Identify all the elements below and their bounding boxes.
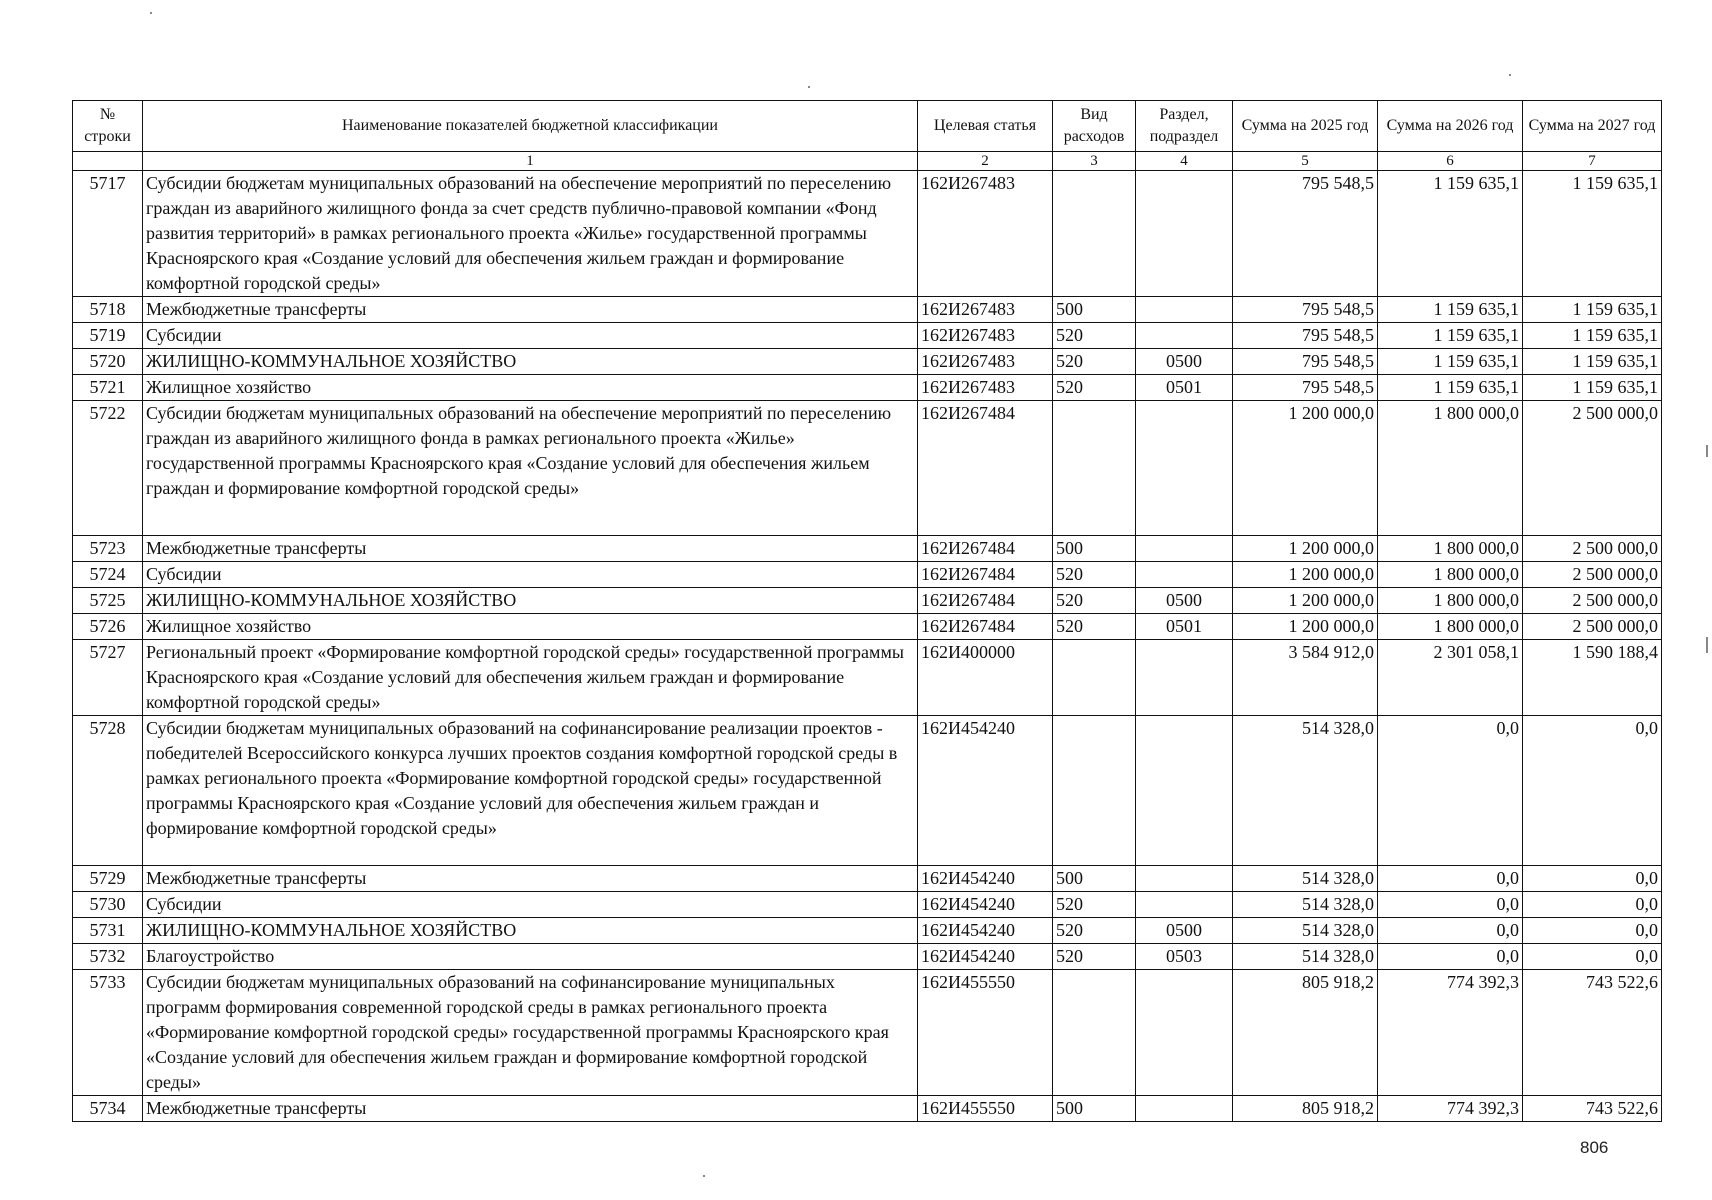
table-row	[73, 349, 1662, 375]
row-sum-2025: 1 200 000,0	[1233, 562, 1378, 588]
row-target-code: 162И267484	[918, 401, 1053, 536]
column-number-row	[73, 152, 1662, 171]
table-row	[73, 401, 1662, 536]
row-sum-2025: 1 200 000,0	[1233, 614, 1378, 640]
row-name: Субсидии бюджетам муниципальных образований на софинансирование реализации проектов - победителей Всероссийского конкурса лучших проектов создания комфортной городской среды в рамках регионального проекта «Формирование комфортной городской среды» государственной программы Красноярского края «Создание условий для обеспечения жильем граждан и формирование комфортной городской среды»	[143, 716, 918, 866]
row-section: 0500	[1136, 349, 1233, 375]
table-row	[73, 171, 1662, 297]
row-sum-2027: 0,0	[1523, 918, 1662, 944]
row-number: 5718	[73, 297, 143, 323]
row-expense-kind: 500	[1053, 536, 1136, 562]
row-sum-2027: 2 500 000,0	[1523, 562, 1662, 588]
row-sum-2025: 795 548,5	[1233, 375, 1378, 401]
row-target-code: 162И267483	[918, 323, 1053, 349]
row-sum-2025: 805 918,2	[1233, 970, 1378, 1096]
row-sum-2027: 0,0	[1523, 866, 1662, 892]
row-sum-2025: 514 328,0	[1233, 892, 1378, 918]
table-row	[73, 640, 1662, 716]
row-sum-2027: 1 159 635,1	[1523, 349, 1662, 375]
row-number: 5717	[73, 171, 143, 297]
row-sum-2027: 743 522,6	[1523, 1096, 1662, 1122]
row-number: 5726	[73, 614, 143, 640]
header-row	[73, 101, 1662, 152]
row-expense-kind: 520	[1053, 349, 1136, 375]
row-section	[1136, 866, 1233, 892]
row-number: 5722	[73, 401, 143, 536]
row-name: Субсидии бюджетам муниципальных образований на обеспечение мероприятий по переселению граждан из аварийного жилищного фонда за счет средств публично-правовой компании «Фонд развития территорий» в рамках регионального проекта «Жилье» государственной программы Красноярского края «Создание условий для обеспечения жильем граждан и формирование комфортной городской среды»	[143, 171, 918, 297]
row-name: Субсидии бюджетам муниципальных образований на софинансирование муниципальных программ формирования современной городской среды в рамках регионального проекта «Формирование комфортной городской среды» государственной программы Красноярского края «Создание условий для обеспечения жильем граждан и формирование комфортной городской среды»	[143, 970, 918, 1096]
row-section: 0500	[1136, 918, 1233, 944]
row-name: Межбюджетные трансферты	[143, 297, 918, 323]
row-sum-2027: 2 500 000,0	[1523, 614, 1662, 640]
row-number: 5730	[73, 892, 143, 918]
row-sum-2026: 1 800 000,0	[1378, 536, 1523, 562]
row-expense-kind	[1053, 171, 1136, 297]
row-section	[1136, 401, 1233, 536]
row-section	[1136, 297, 1233, 323]
row-expense-kind: 500	[1053, 866, 1136, 892]
row-expense-kind: 520	[1053, 588, 1136, 614]
column-number: 4	[1136, 152, 1233, 171]
table-row	[73, 892, 1662, 918]
row-section	[1136, 171, 1233, 297]
row-number: 5720	[73, 349, 143, 375]
row-name: Межбюджетные трансферты	[143, 536, 918, 562]
table-row	[73, 536, 1662, 562]
table-row	[73, 1096, 1662, 1122]
row-expense-kind: 520	[1053, 614, 1136, 640]
header-section: Раздел, подраздел	[1136, 101, 1233, 152]
row-name: Субсидии бюджетам муниципальных образований на обеспечение мероприятий по переселению граждан из аварийного жилищного фонда в рамках регионального проекта «Жилье» государственной программы Красноярского края «Создание условий для обеспечения жильем граждан и формирование комфортной городской среды»	[143, 401, 918, 536]
column-number: 6	[1378, 152, 1523, 171]
row-sum-2026: 774 392,3	[1378, 1096, 1523, 1122]
table-row	[73, 323, 1662, 349]
row-section	[1136, 323, 1233, 349]
row-sum-2025: 3 584 912,0	[1233, 640, 1378, 716]
row-sum-2026: 1 800 000,0	[1378, 588, 1523, 614]
row-expense-kind	[1053, 970, 1136, 1096]
row-sum-2025: 795 548,5	[1233, 171, 1378, 297]
row-number: 5721	[73, 375, 143, 401]
row-sum-2026: 0,0	[1378, 918, 1523, 944]
row-number: 5731	[73, 918, 143, 944]
header-row-no: № строки	[73, 101, 143, 152]
row-name: ЖИЛИЩНО-КОММУНАЛЬНОЕ ХОЗЯЙСТВО	[143, 918, 918, 944]
row-target-code: 162И267484	[918, 562, 1053, 588]
budget-table	[72, 100, 1662, 1122]
row-expense-kind	[1053, 401, 1136, 536]
row-section	[1136, 536, 1233, 562]
row-sum-2025: 795 548,5	[1233, 323, 1378, 349]
row-sum-2025: 795 548,5	[1233, 297, 1378, 323]
row-sum-2026: 1 159 635,1	[1378, 323, 1523, 349]
row-name: Межбюджетные трансферты	[143, 1096, 918, 1122]
row-sum-2026: 0,0	[1378, 866, 1523, 892]
table-row	[73, 588, 1662, 614]
row-expense-kind: 520	[1053, 375, 1136, 401]
header-name: Наименование показателей бюджетной классификации	[143, 101, 918, 152]
row-number: 5725	[73, 588, 143, 614]
table-row	[73, 562, 1662, 588]
row-name: ЖИЛИЩНО-КОММУНАЛЬНОЕ ХОЗЯЙСТВО	[143, 349, 918, 375]
row-sum-2026: 0,0	[1378, 892, 1523, 918]
row-section: 0500	[1136, 588, 1233, 614]
row-expense-kind: 520	[1053, 892, 1136, 918]
scan-speck	[1509, 74, 1511, 76]
row-section	[1136, 562, 1233, 588]
row-target-code: 162И455550	[918, 1096, 1053, 1122]
row-target-code: 162И267483	[918, 297, 1053, 323]
row-name: Благоустройство	[143, 944, 918, 970]
row-expense-kind: 520	[1053, 562, 1136, 588]
row-sum-2026: 1 159 635,1	[1378, 297, 1523, 323]
column-number: 2	[918, 152, 1053, 171]
row-sum-2026: 774 392,3	[1378, 970, 1523, 1096]
row-name: Региональный проект «Формирование комфортной городской среды» государственной программы Красноярского края «Создание условий для обеспечения жильем граждан и формирование комфортной городской среды»	[143, 640, 918, 716]
row-expense-kind	[1053, 716, 1136, 866]
row-sum-2025: 514 328,0	[1233, 866, 1378, 892]
row-sum-2027: 1 159 635,1	[1523, 171, 1662, 297]
header-target: Целевая статья	[918, 101, 1053, 152]
row-sum-2026: 2 301 058,1	[1378, 640, 1523, 716]
row-sum-2027: 0,0	[1523, 944, 1662, 970]
row-name: Субсидии	[143, 892, 918, 918]
row-target-code: 162И400000	[918, 640, 1053, 716]
row-sum-2026: 1 159 635,1	[1378, 349, 1523, 375]
table-row	[73, 970, 1662, 1096]
row-number: 5719	[73, 323, 143, 349]
row-section	[1136, 716, 1233, 866]
row-target-code: 162И267483	[918, 171, 1053, 297]
table-row	[73, 614, 1662, 640]
row-expense-kind: 520	[1053, 323, 1136, 349]
header-sum-2027: Сумма на 2027 год	[1523, 101, 1662, 152]
row-sum-2026: 1 159 635,1	[1378, 171, 1523, 297]
row-sum-2026: 1 159 635,1	[1378, 375, 1523, 401]
column-number: 7	[1523, 152, 1662, 171]
table-body	[73, 171, 1662, 1122]
row-number: 5732	[73, 944, 143, 970]
page-number: 806	[1580, 1138, 1609, 1157]
row-name: Жилищное хозяйство	[143, 375, 918, 401]
column-number-blank	[73, 152, 143, 171]
row-target-code: 162И267483	[918, 349, 1053, 375]
table-row	[73, 866, 1662, 892]
row-target-code: 162И454240	[918, 716, 1053, 866]
row-expense-kind: 520	[1053, 944, 1136, 970]
row-sum-2027: 1 159 635,1	[1523, 323, 1662, 349]
row-sum-2027: 2 500 000,0	[1523, 588, 1662, 614]
table-row	[73, 716, 1662, 866]
row-sum-2025: 1 200 000,0	[1233, 536, 1378, 562]
row-sum-2026: 1 800 000,0	[1378, 614, 1523, 640]
row-sum-2025: 805 918,2	[1233, 1096, 1378, 1122]
header-sum-2025: Сумма на 2025 год	[1233, 101, 1378, 152]
row-sum-2026: 0,0	[1378, 716, 1523, 866]
row-expense-kind: 500	[1053, 297, 1136, 323]
scan-speck	[1706, 445, 1708, 457]
scan-speck	[808, 86, 810, 88]
row-target-code: 162И267484	[918, 588, 1053, 614]
row-sum-2026: 0,0	[1378, 944, 1523, 970]
row-sum-2027: 0,0	[1523, 716, 1662, 866]
row-target-code: 162И267484	[918, 536, 1053, 562]
row-sum-2027: 743 522,6	[1523, 970, 1662, 1096]
row-number: 5728	[73, 716, 143, 866]
row-expense-kind: 500	[1053, 1096, 1136, 1122]
row-sum-2027: 1 159 635,1	[1523, 297, 1662, 323]
row-number: 5734	[73, 1096, 143, 1122]
row-sum-2025: 514 328,0	[1233, 918, 1378, 944]
row-expense-kind	[1053, 640, 1136, 716]
row-section	[1136, 1096, 1233, 1122]
scan-speck	[703, 1175, 705, 1177]
row-name: Жилищное хозяйство	[143, 614, 918, 640]
header-sum-2026: Сумма на 2026 год	[1378, 101, 1523, 152]
table-row	[73, 918, 1662, 944]
row-sum-2025: 1 200 000,0	[1233, 401, 1378, 536]
table-row	[73, 297, 1662, 323]
row-number: 5723	[73, 536, 143, 562]
row-target-code: 162И454240	[918, 866, 1053, 892]
row-sum-2025: 1 200 000,0	[1233, 588, 1378, 614]
row-sum-2026: 1 800 000,0	[1378, 562, 1523, 588]
row-section: 0501	[1136, 375, 1233, 401]
table-row	[73, 944, 1662, 970]
row-name: ЖИЛИЩНО-КОММУНАЛЬНОЕ ХОЗЯЙСТВО	[143, 588, 918, 614]
row-section	[1136, 640, 1233, 716]
column-number: 1	[143, 152, 918, 171]
row-expense-kind: 520	[1053, 918, 1136, 944]
row-sum-2027: 1 590 188,4	[1523, 640, 1662, 716]
row-section	[1136, 970, 1233, 1096]
row-name: Межбюджетные трансферты	[143, 866, 918, 892]
row-target-code: 162И267483	[918, 375, 1053, 401]
scan-speck	[1706, 637, 1708, 653]
row-section	[1136, 892, 1233, 918]
row-name: Субсидии	[143, 323, 918, 349]
scan-speck	[150, 12, 152, 14]
row-sum-2027: 2 500 000,0	[1523, 401, 1662, 536]
row-target-code: 162И454240	[918, 892, 1053, 918]
row-target-code: 162И454240	[918, 944, 1053, 970]
row-number: 5733	[73, 970, 143, 1096]
row-sum-2026: 1 800 000,0	[1378, 401, 1523, 536]
row-sum-2027: 0,0	[1523, 892, 1662, 918]
row-number: 5727	[73, 640, 143, 716]
row-sum-2025: 514 328,0	[1233, 944, 1378, 970]
column-number: 3	[1053, 152, 1136, 171]
row-number: 5724	[73, 562, 143, 588]
table-row	[73, 375, 1662, 401]
row-section: 0503	[1136, 944, 1233, 970]
row-number: 5729	[73, 866, 143, 892]
row-sum-2025: 514 328,0	[1233, 716, 1378, 866]
row-target-code: 162И455550	[918, 970, 1053, 1096]
row-name: Субсидии	[143, 562, 918, 588]
row-target-code: 162И454240	[918, 918, 1053, 944]
header-kind: Вид расходов	[1053, 101, 1136, 152]
row-sum-2027: 1 159 635,1	[1523, 375, 1662, 401]
row-sum-2027: 2 500 000,0	[1523, 536, 1662, 562]
row-target-code: 162И267484	[918, 614, 1053, 640]
row-section: 0501	[1136, 614, 1233, 640]
row-sum-2025: 795 548,5	[1233, 349, 1378, 375]
column-number: 5	[1233, 152, 1378, 171]
